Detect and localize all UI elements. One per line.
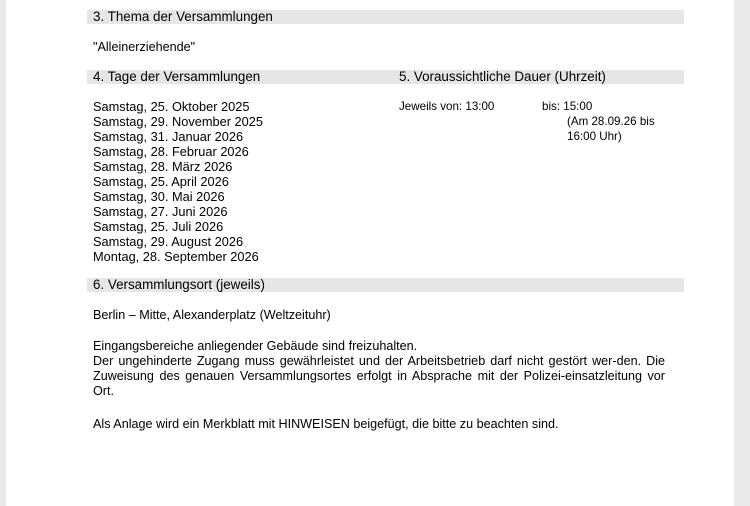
thema-value: "Alleinerziehende" — [93, 40, 196, 54]
paragraph-anlage: Als Anlage wird ein Merkblatt mit HINWEISEN beigefügt, die bitte zu beachten sind. — [93, 417, 559, 431]
date-item: Samstag, 29. August 2026 — [93, 234, 244, 249]
date-item: Samstag, 27. Juni 2026 — [93, 204, 228, 219]
heading-ort: 6. Versammlungsort (jeweils) — [93, 277, 265, 292]
heading-tage: 4. Tage der Versammlungen — [93, 69, 261, 84]
heading-dauer: 5. Voraussichtliche Dauer (Uhrzeit) — [399, 69, 606, 84]
document-page — [6, 0, 734, 506]
date-item: Samstag, 31. Januar 2026 — [93, 129, 244, 144]
time-note-line2: 16:00 Uhr) — [567, 130, 622, 143]
time-to: bis: 15:00 — [542, 100, 593, 113]
paragraph-line1: Eingangsbereiche anliegender Gebäude sind freizuhalten. — [93, 339, 418, 353]
location-value: Berlin – Mitte, Alexanderplatz (Weltzeituhr) — [93, 308, 331, 322]
date-item: Montag, 28. September 2026 — [93, 249, 259, 264]
time-note-line1: (Am 28.09.26 bis — [567, 115, 655, 128]
dates-list — [93, 99, 263, 264]
date-item: Samstag, 29. November 2025 — [93, 114, 264, 129]
date-item: Samstag, 25. Juli 2026 — [93, 219, 224, 234]
date-item: Samstag, 28. März 2026 — [93, 159, 233, 174]
time-from: Jeweils von: 13:00 — [399, 100, 495, 113]
date-item: Samstag, 25. Oktober 2025 — [93, 99, 250, 114]
date-item: Samstag, 30. Mai 2026 — [93, 189, 225, 204]
heading-thema: 3. Thema der Versammlungen — [93, 9, 273, 24]
paragraph-rules: Der ungehinderte Zugang muss gewährleistet und der Arbeitsbetrieb darf nicht gestört wer-den. Die Zuweisung des genauen Versammlungsortes erfolgt in Absprache mit der Polizei-einsatzleitung vor Ort. — [93, 354, 665, 399]
date-item: Samstag, 25. April 2026 — [93, 174, 229, 189]
date-item: Samstag, 28. Februar 2026 — [93, 144, 249, 159]
